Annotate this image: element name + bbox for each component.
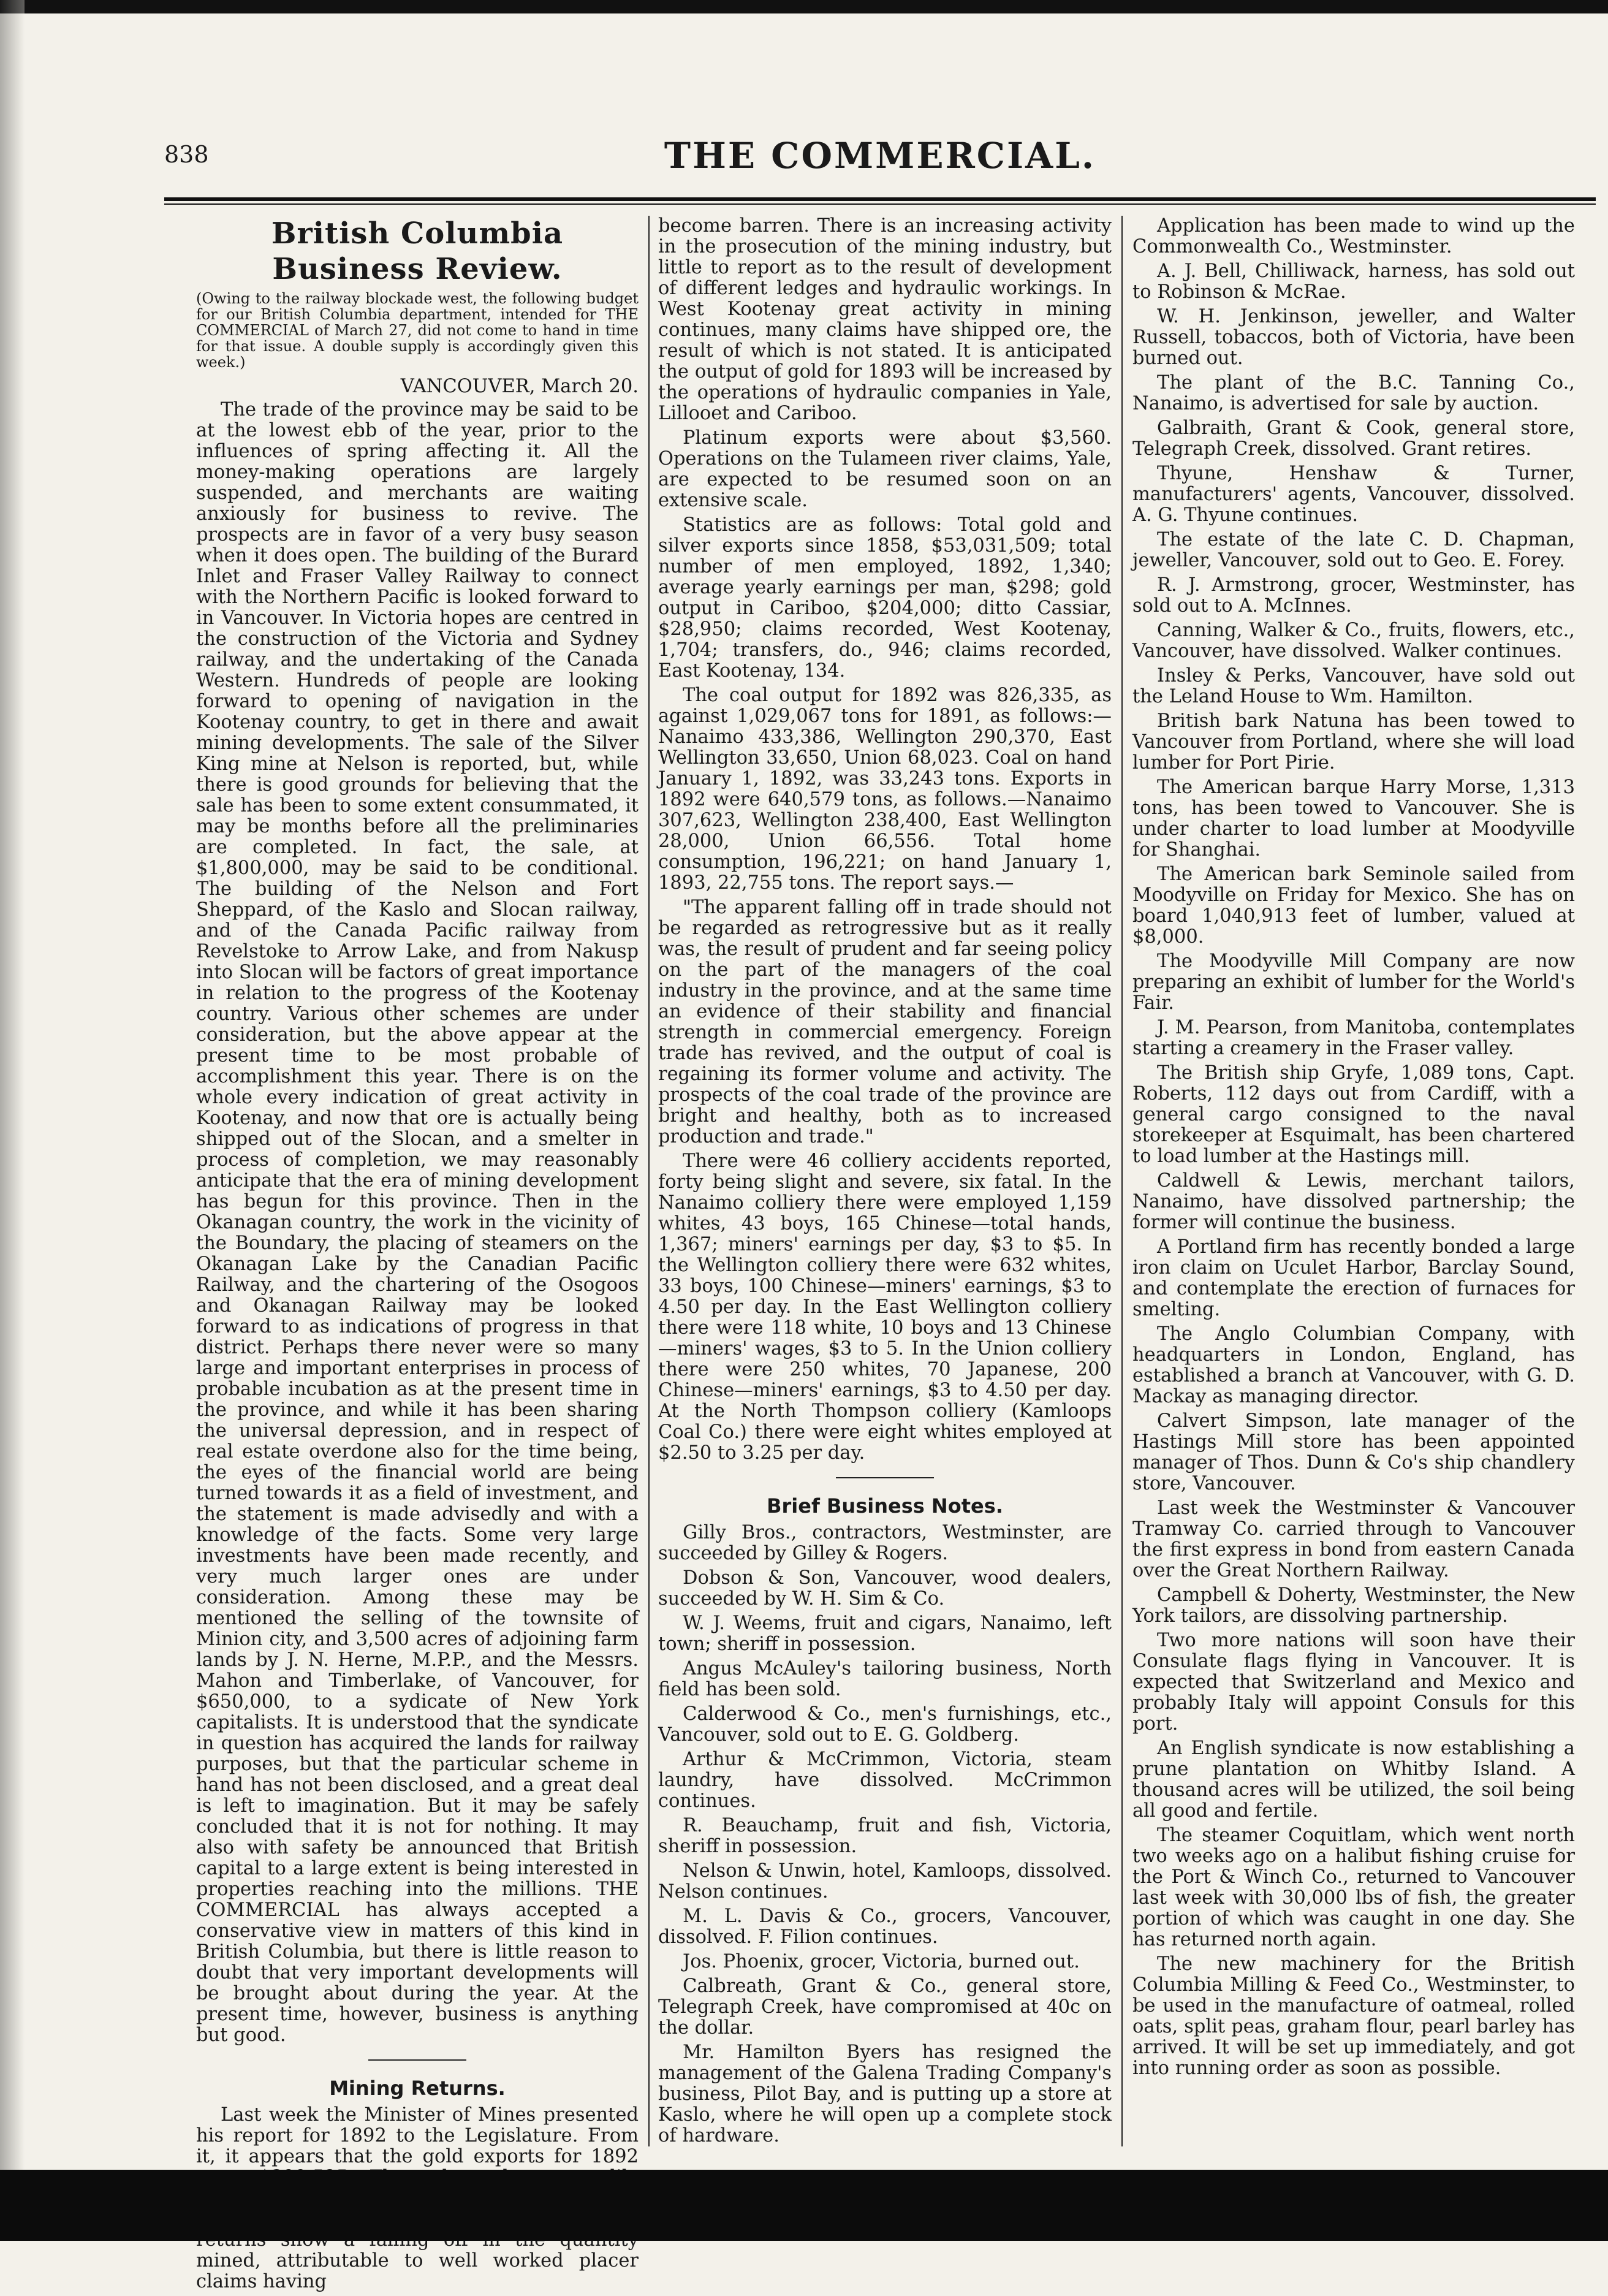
news-item: Canning, Walker & Co., fruits, flowers, etc., Vancouver, have dissolved. Walker continues. (1132, 620, 1575, 662)
news-item: R. Beauchamp, fruit and fish, Victoria, sheriff in possession. (658, 1815, 1112, 1857)
news-item: A. J. Bell, Chilliwack, harness, has sold out to Robinson & McRae. (1132, 260, 1575, 303)
article-paragraph: become barren. There is an increasing activity in the prosecution of the mining industry, but little to report as to the result of development of different ledges and hydraulic workings. In West Kootenay great activity in mining continues, many claims have shipped ore, the result of which is not stated. It is anticipated the output of gold for 1893 will be increased by the operations of hydraulic companies in Yale, Lillooet and Cariboo. (658, 215, 1112, 424)
news-item: Gilly Bros., contractors, Westminster, are succeeded by Gilley & Rogers. (658, 1522, 1112, 1564)
news-item: Jos. Phoenix, grocer, Victoria, burned out. (683, 1951, 1080, 1972)
news-item: British bark Natuna has been towed to Vancouver from Portland, where she will load lumber for Port Pirie. (1132, 710, 1575, 774)
news-item: Two more nations will soon have their Consulate flags flying in Vancouver. It is expected that Switzerland and Mexico and probably Italy will appoint Consuls for this port. (1132, 1630, 1575, 1735)
news-item: The steamer Coquitlam, which went north two weeks ago on a halibut fishing cruise for the Port & Winch Co., returned to Vancouver last week with 30,000 lbs of fish, the greater portion of which was caught in one day. She has returned north again. (1132, 1825, 1575, 1950)
news-item: Last week the Westminster & Vancouver Tramway Co. carried through to Vancouver the first express in bond from eastern Canada over the Great Northern Railway. (1132, 1497, 1575, 1581)
news-item: Insley & Perks, Vancouver, have sold out the Leland House to Wm. Hamilton. (1132, 665, 1575, 707)
news-item: Calderwood & Co., men's furnishings, etc., Vancouver, sold out to E. G. Goldberg. (658, 1703, 1112, 1746)
news-item: A Portland firm has recently bonded a large iron claim on Uculet Harbor, Barclay Sound, and contemplate the erection of furnaces for smelting. (1132, 1236, 1575, 1320)
news-item: M. L. Davis & Co., grocers, Vancouver, dissolved. F. Filion continues. (658, 1906, 1112, 1948)
section-heading-mining-returns: Mining Returns. (329, 2077, 506, 2100)
news-item: An English syndicate is now establishing a prune plantation on Whitby Island. A thousand acres will be utilized, the soil being all good and fertile. (1132, 1738, 1575, 1822)
news-item: Application has been made to wind up the Commonwealth Co., Westminster. (1132, 215, 1575, 257)
news-item: Dobson & Son, Vancouver, wood dealers, succeeded by W. H. Sim & Co. (658, 1567, 1112, 1610)
column-1 (196, 216, 639, 2296)
article-paragraph: Statistics are as follows: Total gold and silver exports since 1858, $53,031,509; total number of men employed, 1892, 1,340; average yearly earnings per man, $298; gold output in Cariboo, $204,000; ditto Cassiar, $28,950; claims recorded, West Kootenay, 1,704; transfers, do., 946; claims recorded, East Kootenay, 134. (658, 514, 1112, 682)
article-paragraph: There were 46 colliery accidents reported, forty being slight and severe, six fatal. In the Nanaimo colliery there were employed 1,159 whites, 43 boys, 165 Chinese—total hands, 1,367; miners' earnings per day, $3 to $5. In the Wellington colliery there were 632 whites, 33 boys, 100 Chinese—miners' earnings, $3 to 4.50 per day. In the East Wellington colliery there were 118 white, 10 boys and 13 Chinese—miners' wages, $3 to 5. In the Union colliery there were 250 whites, 70 Japanese, 200 Chinese—miners' earnings, $3 to 4.50 per day. At the North Thompson colliery (Kamloops Coal Co.) there were eight whites employed at $2.50 to 3.25 per day. (658, 1150, 1112, 1464)
page-header (164, 135, 1596, 184)
news-item: The American barque Harry Morse, 1,313 tons, has been towed to Vancouver. She is under charter to load lumber at Moodyville for Shanghai. (1132, 777, 1575, 861)
news-item: W. J. Weems, fruit and cigars, Nanaimo, left town; sheriff in possession. (658, 1613, 1112, 1655)
article-paragraph: Platinum exports were about $3,560. Operations on the Tulameen river claims, Yale, are expected to be resumed soon on an extensive scale. (658, 427, 1112, 511)
news-item: The new machinery for the British Columbia Milling & Feed Co., Westminster, to be used in the manufacture of oatmeal, rolled oats, split peas, graham flour, pearl barley has arrived. It will be set up immediately, and got into running order as soon as possible. (1132, 1953, 1575, 2079)
column-3 (1132, 216, 1575, 2083)
news-item: J. M. Pearson, from Manitoba, contemplates starting a creamery in the Fraser valley. (1132, 1017, 1575, 1059)
section-divider (368, 2059, 466, 2061)
news-item: The Moodyville Mill Company are now preparing an exhibit of lumber for the World's Fair. (1132, 951, 1575, 1014)
scan-edge-left (0, 0, 25, 2241)
news-item: The British ship Gryfe, 1,089 tons, Capt. Roberts, 112 days out from Cardiff, with a general cargo consigned to the naval storekeeper at Esquimalt, has been chartered to load lumber at the Hastings mill. (1132, 1062, 1575, 1167)
article-paragraph: Last week the Minister of Mines presented his report for 1892 to the Legislature. From it, it appears that the gold exports for 1892 mined, attributable to well worked placer claims having (196, 2104, 639, 2292)
news-item: Angus McAuley's tailoring business, North field has been sold. (658, 1658, 1112, 1700)
masthead-title: THE COMMERCIAL. (664, 135, 1096, 177)
editor-note: (Owing to the railway blockade west, the following budget for our British Columbia department, intended for THE COMMERCIAL of March 27, did not come to hand in time for that issue. A double supply is accordingly given this week.) (196, 290, 639, 371)
article-paragraph: The coal output for 1892 was 826,335, as against 1,029,067 tons for 1891, as follows:—Nanaimo 433,386, Wellington 290,370, East Wellington 33,650, Union 68,023. Coal on hand January 1, 1892, was 33,243 tons. Exports in 1892 were 640,579 tons, as follows.—Nanaimo 307,623, Wellington 238,400, East Wellington 28,000, Union 66,556. Total home consumption, 196,221; on hand January 1, 1893, 22,755 tons. The report says.— (658, 685, 1112, 894)
news-item: Galbraith, Grant & Cook, general store, Telegraph Creek, dissolved. Grant retires. (1132, 417, 1575, 460)
header-rule-thick (164, 197, 1596, 201)
column-divider (1121, 216, 1123, 2146)
scan-edge-top (0, 0, 1608, 13)
news-item: The plant of the B.C. Tanning Co., Nanaimo, is advertised for sale by auction. (1132, 372, 1575, 414)
header-rule-thin (164, 203, 1596, 205)
news-item: Calvert Simpson, late manager of the Hastings Mill store has been appointed manager of Thos. Dunn & Co's ship chandlery store, Vancouver. (1132, 1410, 1575, 1494)
news-item: R. J. Armstrong, grocer, Westminster, has sold out to A. McInnes. (1132, 574, 1575, 617)
news-item: Calbreath, Grant & Co., general store, Telegraph Creek, have compromised at 40c on the dollar. (658, 1975, 1112, 2039)
article-paragraph: "The apparent falling off in trade should not be regarded as retrogressive but as it really was, the result of prudent and far seeing policy on the part of the managers of the coal industry in the province, and at the same time an evidence of their stability and financial strength in commercial emergency. Foreign trade has revived, and the output of coal is regaining its former volume and activity. The prospects of the coal trade of the province are bright and healthy, both as to increased production and trade." (658, 897, 1112, 1147)
news-item: The American bark Seminole sailed from Moodyville on Friday for Mexico. She has on board 1,040,913 feet of lumber, valued at $8,000. (1132, 864, 1575, 948)
article-paragraph: The trade of the province may be said to be at the lowest ebb of the year, prior to the influences of spring affecting it. All the money-making operations are largely suspended, and merchants are waiting anxiously for business to revive. The prospects are in favor of a very busy season when it does open. The building of the Burard Inlet and Fraser Valley Railway to connect with the Northern Pacific is looked forward to in Vancouver. In Victoria hopes are centred in the construction of the Victoria and Sydney railway, and the undertaking of the Canada Western. Hundreds of people are looking forward to opening of navigation in the Kootenay country, to get in there and await mining developments. The sale of the Silver King mine at Nelson is reported, but, while there is good grounds for believing that the sale has been to some extent consummated, it may be months before all the preliminaries are completed. In fact, the sale, at $1,800,000, may be said to be conditional. The building of the Nelson and Fort Sheppard, of the Kaslo and Slocan railway, and of the Canada Pacific railway from Revelstoke to Arrow Lake, and from Nakusp into Slocan will be factors of great importance in relation to the progress of the Kootenay country. Various other schemes are under consideration, but the above appear at the present time to be most probable of accomplishment this year. There is on the whole every indication of great activity in Kootenay, and now that ore is actually being shipped out of the Slocan, and a smelter in process of completion, we may reasonably anticipate that the era of mining development has begun for this province. Then in the Okanagan country, the work in the vicinity of the Boundary, the placing of steamers on the Okanagan Lake by the Canadian Pacific Railway, and the chartering of the Osogoos and Okanagan Railway may be looked forward to as indications of progress in that district. Perhaps there never were so many large and important enterprises in process of probable incubation as at the present time in the province, and while it has been sharing the universal depression, and in respect of real estate overdone also for the time being, the eyes of the financial world are being turned towards it as a field of investment, and the statement is made advisedly and with a knowledge of the facts. Some very large investments have been made recently, and very much larger ones are under consideration. Among these may be mentioned the selling of the townsite of Minion city, and 3,500 acres of adjoining farm lands by J. N. Herne, M.P.P., and the Messrs. Mahon and Timberlake, of Vancouver, for $650,000, to a sydicate of New York capitalists. It is understood that the syndicate in question has acquired the lands for railway purposes, but that the particular scheme in hand has not been disclosed, and a great deal is left to imagination. But it may be safely concluded that it is not for nothing. It may also with safety be announced that British capital to a large extent is being interested in properties reaching into the millions. THE COMMERCIAL has always accepted a conservative view in matters of this kind in British Columbia, but there is little reason to doubt that very important developments will be brought about during the year. At the present time, however, business is anything but good. (196, 399, 639, 2046)
news-item: The Anglo Columbian Company, with headquarters in London, England, has established a branch at Vancouver, with G. D. Mackay as managing director. (1132, 1323, 1575, 1407)
column-divider (648, 216, 650, 2146)
section-divider (836, 1477, 934, 1478)
section-heading-business-notes: Brief Business Notes. (767, 1494, 1003, 1518)
news-item: Caldwell & Lewis, merchant tailors, Nanaimo, have dissolved partnership; the former will continue the business. (1132, 1170, 1575, 1233)
news-item: The estate of the late C. D. Chapman, jeweller, Vancouver, sold out to Geo. E. Forey. (1132, 529, 1575, 571)
dateline: VANCOUVER, March 20. (400, 376, 639, 397)
news-item: Mr. Hamilton Byers has resigned the management of the Galena Trading Company's business, Pilot Bay, and is putting up a store at Kaslo, where he will open up a complete stock of hardware. (658, 2042, 1112, 2146)
news-item: W. H. Jenkinson, jeweller, and Walter Russell, tobaccos, both of Victoria, have been burned out. (1132, 306, 1575, 369)
scan-edge-bottom (0, 2170, 1608, 2241)
news-item: Nelson & Unwin, hotel, Kamloops, dissolved. Nelson continues. (658, 1860, 1112, 1903)
column-2 (658, 216, 1112, 2150)
news-item: Thyune, Henshaw & Turner, manufacturers' agents, Vancouver, dissolved. A. G. Thyune continues. (1132, 463, 1575, 526)
news-item: Arthur & McCrimmon, Victoria, steam laundry, have dissolved. McCrimmon continues. (658, 1749, 1112, 1812)
news-item: Campbell & Doherty, Westminster, the New York tailors, are dissolving partnership. (1132, 1584, 1575, 1627)
page-number: 838 (164, 141, 209, 168)
article-title: British Columbia Business Review. (271, 216, 564, 286)
